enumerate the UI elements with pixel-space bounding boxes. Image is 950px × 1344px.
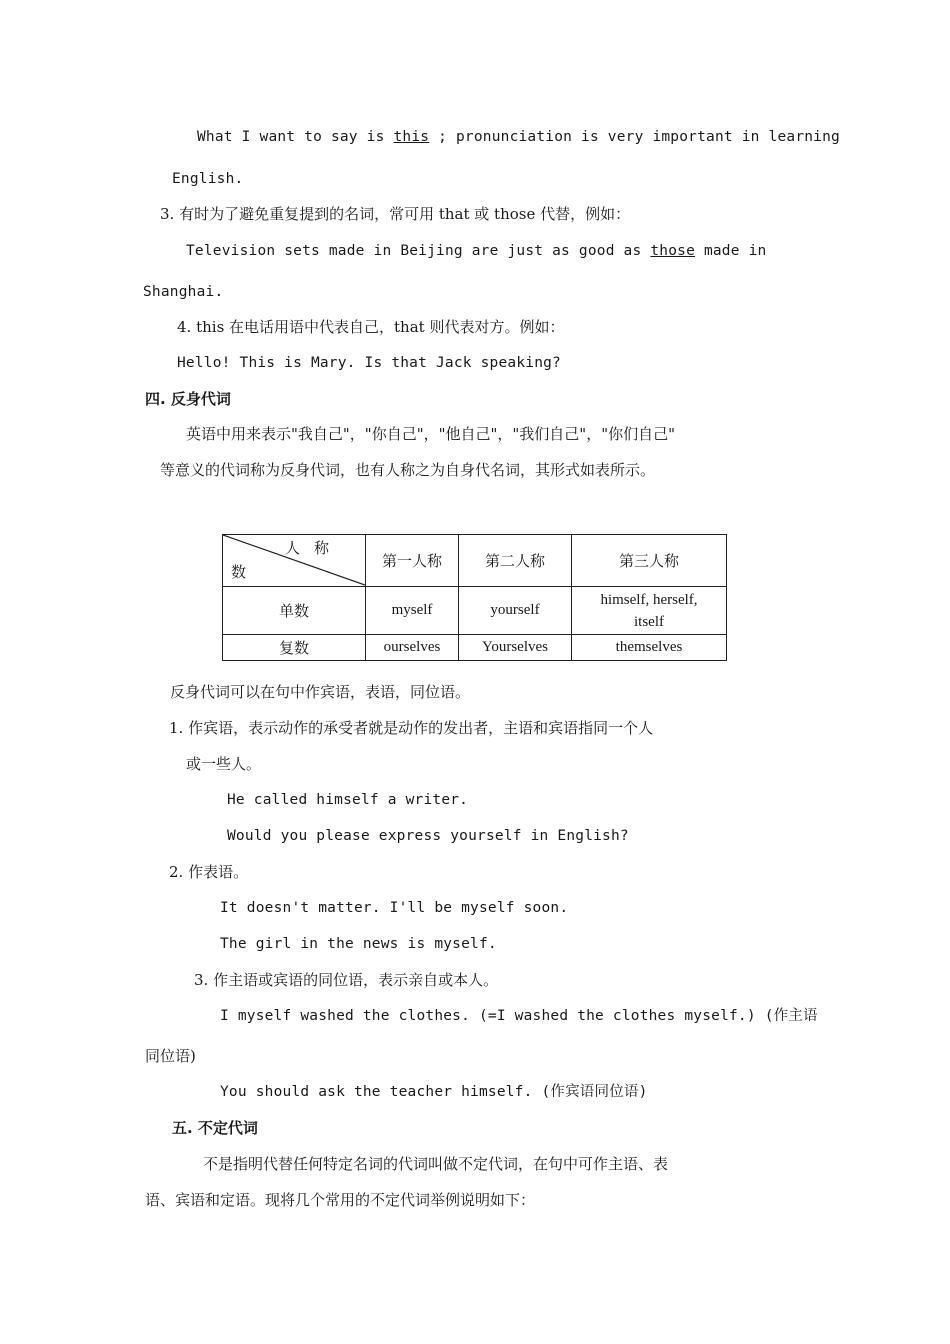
paragraph-line: 反身代词可以在句中作宾语，表语，同位语。 bbox=[170, 683, 471, 701]
text-segment: Television sets made in Beijing are just as good as bbox=[186, 243, 651, 259]
numbered-point: 3. 作主语或宾语的同位语，表示亲自或本人。 bbox=[194, 971, 499, 989]
example-line: He called himself a writer. bbox=[227, 792, 469, 808]
underlined-word: this bbox=[393, 129, 430, 145]
example-line: Hello! This is Mary. Is that Jack speaking? bbox=[177, 355, 561, 371]
corner-label-number: 数 bbox=[231, 565, 247, 581]
corner-label-person: 人称 bbox=[285, 541, 344, 557]
numbered-point: 2. 作表语。 bbox=[169, 863, 249, 881]
section-heading: 五. 不定代词 bbox=[172, 1119, 258, 1137]
paragraph-line: 等意义的代词称为反身代词，也有人称之为自身代名词，其形式如表所示。 bbox=[160, 461, 656, 479]
table-cell: Yourselves bbox=[459, 635, 572, 661]
table-cell: themselves bbox=[572, 635, 727, 661]
example-line: You should ask the teacher himself. (作宾语同位语) bbox=[220, 1084, 648, 1100]
numbered-point: 3. 有时为了避免重复提到的名词，常可用 that 或 those 代替，例如： bbox=[160, 205, 631, 223]
diagonal-header-cell bbox=[223, 535, 366, 587]
example-line bbox=[197, 127, 840, 147]
paragraph-line: 语、宾语和定语。现将几个常用的不定代词举例说明如下： bbox=[145, 1191, 536, 1209]
section-heading: 四. 反身代词 bbox=[145, 390, 231, 408]
example-line: I myself washed the clothes. (=I washed the clothes myself.) (作主语 bbox=[220, 1008, 818, 1024]
column-header: 第一人称 bbox=[366, 535, 459, 587]
table-cell: yourself bbox=[459, 587, 572, 635]
table-cell: ourselves bbox=[366, 635, 459, 661]
row-header: 单数 bbox=[223, 587, 366, 635]
row-header: 复数 bbox=[223, 635, 366, 661]
paragraph-line: 或一些人。 bbox=[186, 755, 262, 773]
paragraph-line: 同位语) bbox=[145, 1047, 196, 1065]
table-cell: myself bbox=[366, 587, 459, 635]
paragraph-line: 不是指明代替任何特定名词的代词叫做不定代词，在句中可作主语、表 bbox=[203, 1155, 669, 1173]
example-line: The girl in the news is myself. bbox=[220, 936, 497, 952]
column-header: 第二人称 bbox=[459, 535, 572, 587]
example-line: Shanghai. bbox=[143, 284, 224, 300]
text-segment: What I want to say is bbox=[197, 129, 394, 145]
text-segment: made in bbox=[695, 243, 767, 259]
numbered-point: 1. 作宾语，表示动作的承受者就是动作的发出者，主语和宾语指同一个人 bbox=[169, 719, 654, 737]
example-line: English. bbox=[172, 171, 244, 187]
paragraph-line: 英语中用来表示"我自己"，"你自己"，"他自己"，"我们自己"，"你们自己" bbox=[186, 425, 675, 443]
column-header: 第三人称 bbox=[572, 535, 727, 587]
example-line: It doesn't matter. I'll be myself soon. bbox=[220, 900, 569, 916]
text-segment: ; pronunciation is very important in learning bbox=[429, 129, 840, 145]
reflexive-pronoun-table bbox=[222, 534, 727, 661]
underlined-word: those bbox=[650, 243, 696, 259]
example-line bbox=[186, 241, 766, 261]
numbered-point: 4. this 在电话用语中代表自己，that 则代表对方。例如： bbox=[177, 318, 565, 336]
example-line: Would you please express yourself in English? bbox=[227, 828, 629, 844]
table-cell: himself, herself, itself bbox=[572, 587, 727, 635]
